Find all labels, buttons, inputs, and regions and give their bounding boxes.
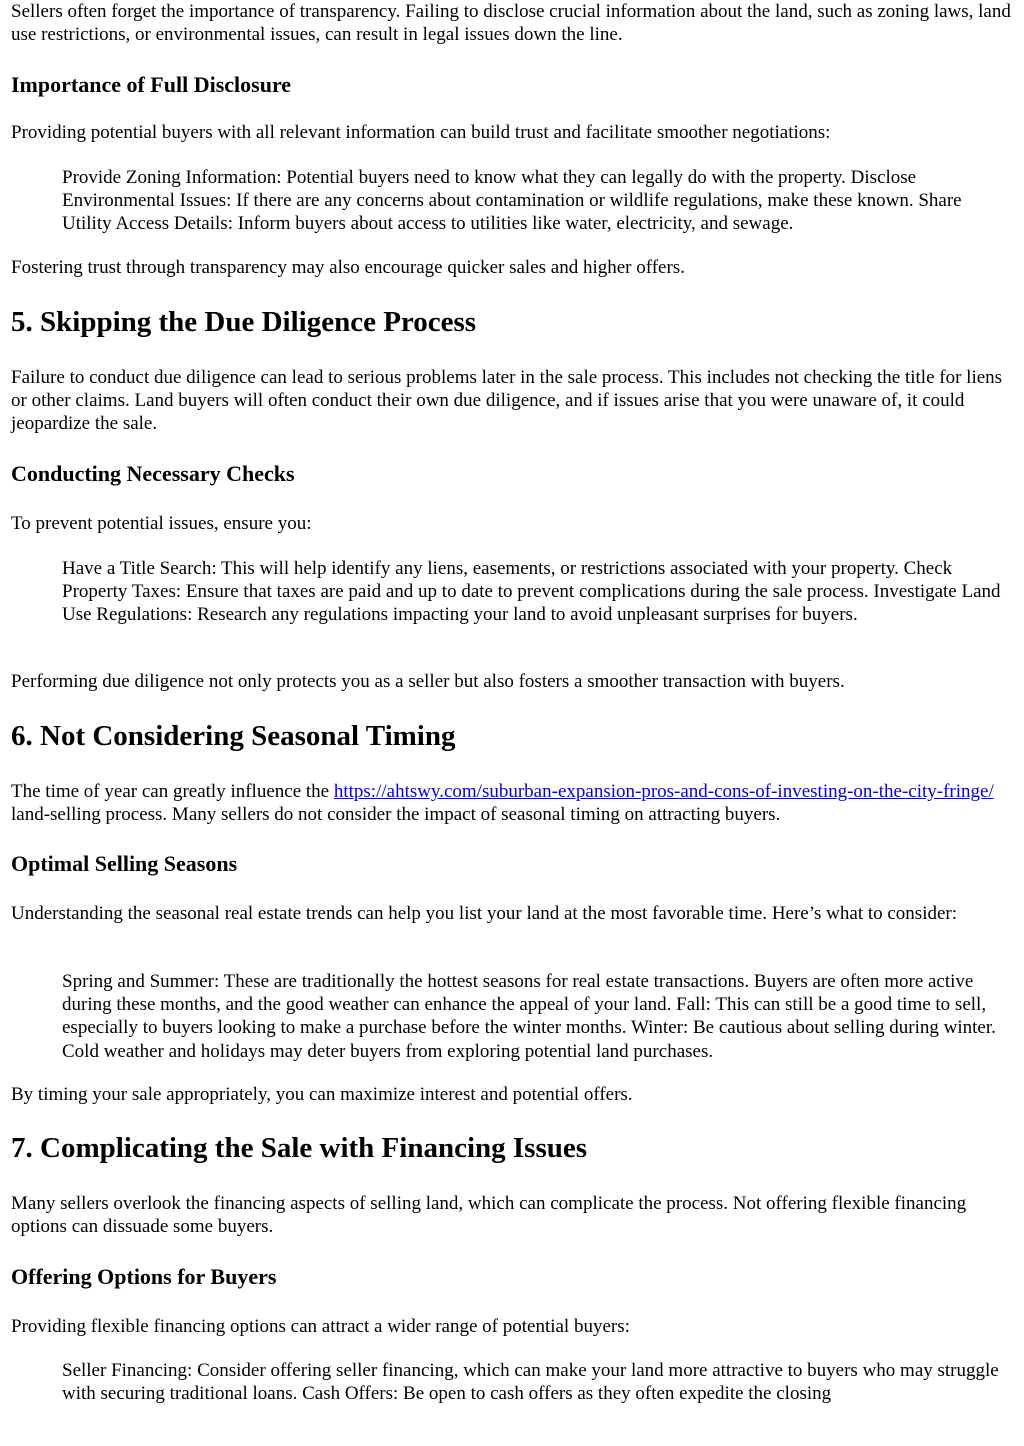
subheading-necessary-checks: Conducting Necessary Checks — [11, 461, 295, 486]
intro-paragraph: Sellers often forget the importance of transparency. Failing to disclose crucial information about the land, such as zoning laws, land use restrictions, or environmental issues, can result in legal issues down the line. — [11, 1, 1011, 46]
section-7-body: Many sellers overlook the financing aspects of selling land, which can complicate the process. Not offering flexible financing options can dissuade some buyers. — [11, 1193, 967, 1238]
checks-lead: To prevent potential issues, ensure you: — [11, 513, 312, 534]
subheading-selling-seasons: Optimal Selling Seasons — [11, 851, 238, 876]
disclosure-closing: Fostering trust through transparency may also encourage quicker sales and higher offers. — [11, 257, 685, 278]
seasons-list: Spring and Summer: These are traditionally the hottest seasons for real estate transactions. Buyers are often more active during these months, and the good weather can enhance the appeal of your land. Fall: This can still be a good time to sell, especially to buyers looking to make a purchase before the winter months. Winter: Be cautious about selling during winter. Cold weather and holidays may deter buyers from exploring potential land purchases. — [62, 971, 996, 1062]
checks-list: Have a Title Search: This will help identify any liens, easements, or restrictions associated with your property. Check Property Taxes: Ensure that taxes are paid and up to date to prevent complications during the sale process. Investigate Land Use Regulations: Research any regulations impacting your land to avoid unpleasant surprises for buyers. — [62, 558, 1001, 626]
article-link[interactable]: https://ahtswy.com/suburban-expansion-pros-and-cons-of-investing-on-the-city-fringe/ — [333, 781, 994, 802]
subheading-buyer-options: Offering Options for Buyers — [11, 1264, 277, 1289]
section-6-heading: 6. Not Considering Seasonal Timing — [11, 720, 456, 752]
buyer-options-lead: Providing flexible financing options can attract a wider range of potential buyers: — [11, 1316, 630, 1337]
section-6-body-end: land-selling process. Many sellers do not consider the impact of seasonal timing on attracting buyers. — [11, 804, 781, 826]
section-6-body-start: The time of year can greatly influence the — [11, 781, 334, 802]
checks-closing: Performing due diligence not only protects you as a seller but also fosters a smoother transaction with buyers. — [11, 671, 845, 692]
section-5-body: Failure to conduct due diligence can lead to serious problems later in the sale process. This includes not checking the title for liens or other claims. Land buyers will often conduct their own due diligence, and if issues arise that you were unaware of, it could jeopardize the sale. — [11, 367, 1003, 435]
disclosure-list: Provide Zoning Information: Potential buyers need to know what they can legally do with the property. Disclose Environmental Issues: If there are any concerns about contamination or wildlife regulations, make these known. Share Utility Access Details: Inform buyers about access to utilities like water, electricity, and sewage. — [62, 167, 962, 235]
section-6-body — [11, 780, 1015, 826]
subheading-full-disclosure: Importance of Full Disclosure — [11, 72, 292, 97]
seasons-lead: Understanding the seasonal real estate trends can help you list your land at the most favorable time. Here’s what to consider: — [11, 903, 958, 924]
seasons-closing: By timing your sale appropriately, you can maximize interest and potential offers. — [11, 1084, 633, 1105]
disclosure-lead: Providing potential buyers with all relevant information can build trust and facilitate smoother negotiations: — [11, 122, 831, 143]
section-5-heading: 5. Skipping the Due Diligence Process — [11, 306, 477, 338]
section-7-heading: 7. Complicating the Sale with Financing Issues — [11, 1132, 588, 1164]
buyer-options-list: Seller Financing: Consider offering seller financing, which can make your land more attractive to buyers who may struggle with securing traditional loans. Cash Offers: Be open to cash offers as they often expedite the closing — [62, 1360, 999, 1405]
